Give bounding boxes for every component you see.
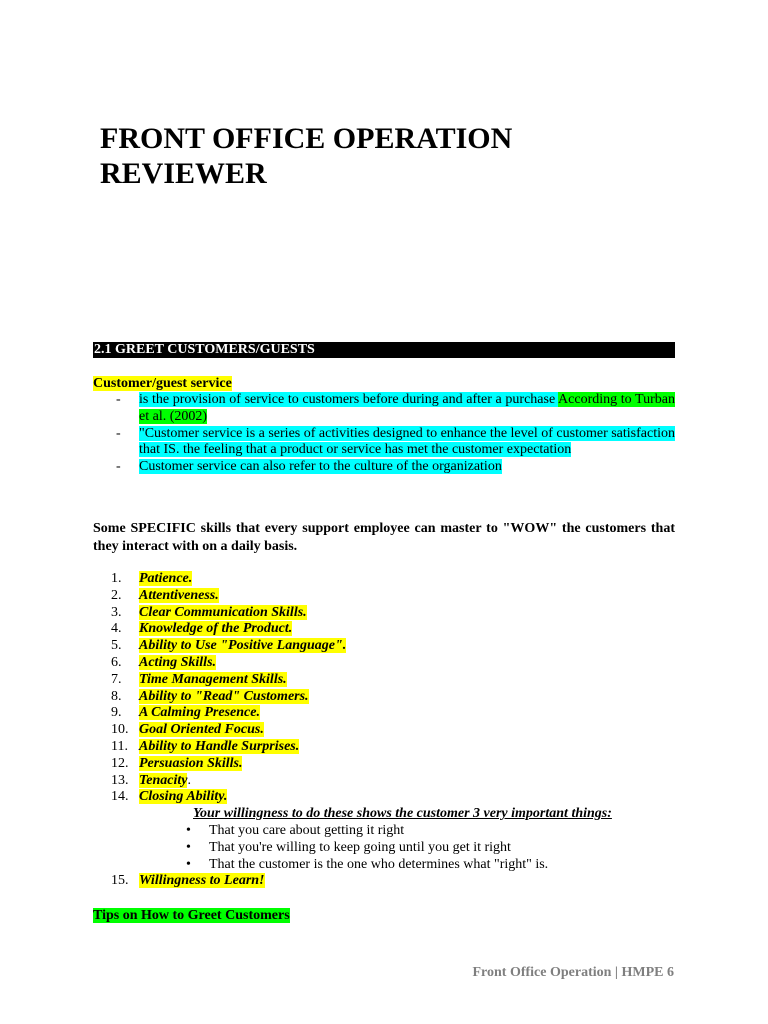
skill-number: 1. [111,571,122,586]
skill-item [93,873,675,890]
skill-item [93,689,675,706]
dash-marker: - [116,425,121,441]
willingness-note: Your willingness to do these shows the customer 3 very important things: [193,806,612,822]
skill-text: Persuasion Skills. [139,755,243,771]
skill-item [93,705,675,722]
skill-item [93,789,675,873]
title-line-1: FRONT OFFICE OPERATION [100,122,513,155]
definition-text: "Customer service is a series of activities designed to enhance the level of customer satisfaction that IS. the feeling that a product or service has met the customer expectation [139,425,675,458]
subheading [93,375,232,392]
skill-text: A Calming Presence. [139,705,260,721]
skill-item [93,739,675,756]
skill-number: 7. [111,671,122,687]
skill-text: Ability to Use "Positive Language". [139,638,347,654]
definition-item [93,392,675,426]
skills-intro: Some SPECIFIC skills that every support employee can master to "WOW" the customers that they interact with on a daily basis. [93,521,675,554]
skill-number: 6. [111,654,122,670]
skill-text: Goal Oriented Focus. [139,722,264,738]
skill-text: Clear Communication Skills. [139,604,307,620]
bullet-marker: • [186,839,191,855]
bullet-item [139,840,675,857]
skill-text: Tenacity [139,772,188,788]
skill-text: Closing Ability. [139,789,228,805]
skill-number: 2. [111,587,122,603]
skill-number: 5. [111,638,122,654]
dash-marker: - [116,392,121,407]
skill-text: Time Management Skills. [139,671,287,687]
skill-number: 3. [111,604,122,620]
skills-list [93,571,675,890]
skill-item [93,756,675,773]
section-heading: 2.1 GREET CUSTOMERS/GUESTS [94,342,315,357]
bullet-list [139,823,675,873]
definition-item [93,459,675,476]
bullet-marker: • [186,856,191,872]
subheading-text: Customer/guest service [93,376,232,391]
skill-text: Ability to "Read" Customers. [139,688,309,704]
skill-number: 14. [111,789,129,805]
bullet-item [139,857,675,874]
skill-text: Willingness to Learn! [139,873,265,889]
skill-item [93,621,675,638]
skill-suffix: . [187,772,191,788]
skill-item [93,571,675,588]
bullet-text: That the customer is the one who determines what "right" is. [209,856,549,872]
skill-number: 9. [111,705,122,721]
section-heading-bar [93,342,675,358]
skill-number: 10. [111,722,129,738]
definition-item [93,426,675,460]
citation-text: According to Turban et al. (2002) [139,392,675,424]
definition-text: is the provision of service to customers before during and after a purchase [139,392,559,407]
tips-heading [93,907,290,924]
skill-number: 11. [111,738,128,754]
document-title [100,121,512,191]
bullet-item [139,823,675,840]
page-footer: Front Office Operation | HMPE 6 [472,965,674,980]
skill-text: Ability to Handle Surprises. [139,738,300,754]
bullet-marker: • [186,822,191,838]
bullet-text: That you care about getting it right [209,822,405,838]
skill-number: 12. [111,755,129,771]
skill-text: Attentiveness. [139,587,219,603]
skill-number: 15. [111,873,129,889]
skill-text: Knowledge of the Product. [139,621,293,637]
skill-number: 8. [111,688,122,704]
skill-number: 4. [111,621,122,637]
skill-item [93,655,675,672]
skill-item [93,773,675,790]
tips-heading-text: Tips on How to Greet Customers [93,908,290,923]
title-line-2: REVIEWER [100,157,267,190]
skill-item [93,638,675,655]
skill-item [93,605,675,622]
skill-text: Patience. [139,571,193,586]
skill-text: Acting Skills. [139,654,217,670]
skill-item [93,588,675,605]
skill-item [93,722,675,739]
definition-list [93,392,675,476]
dash-marker: - [116,459,121,475]
bullet-text: That you're willing to keep going until you get it right [209,839,511,855]
skill-item [93,672,675,689]
definition-text: Customer service can also refer to the culture of the organization [139,459,502,475]
skill-number: 13. [111,772,129,788]
